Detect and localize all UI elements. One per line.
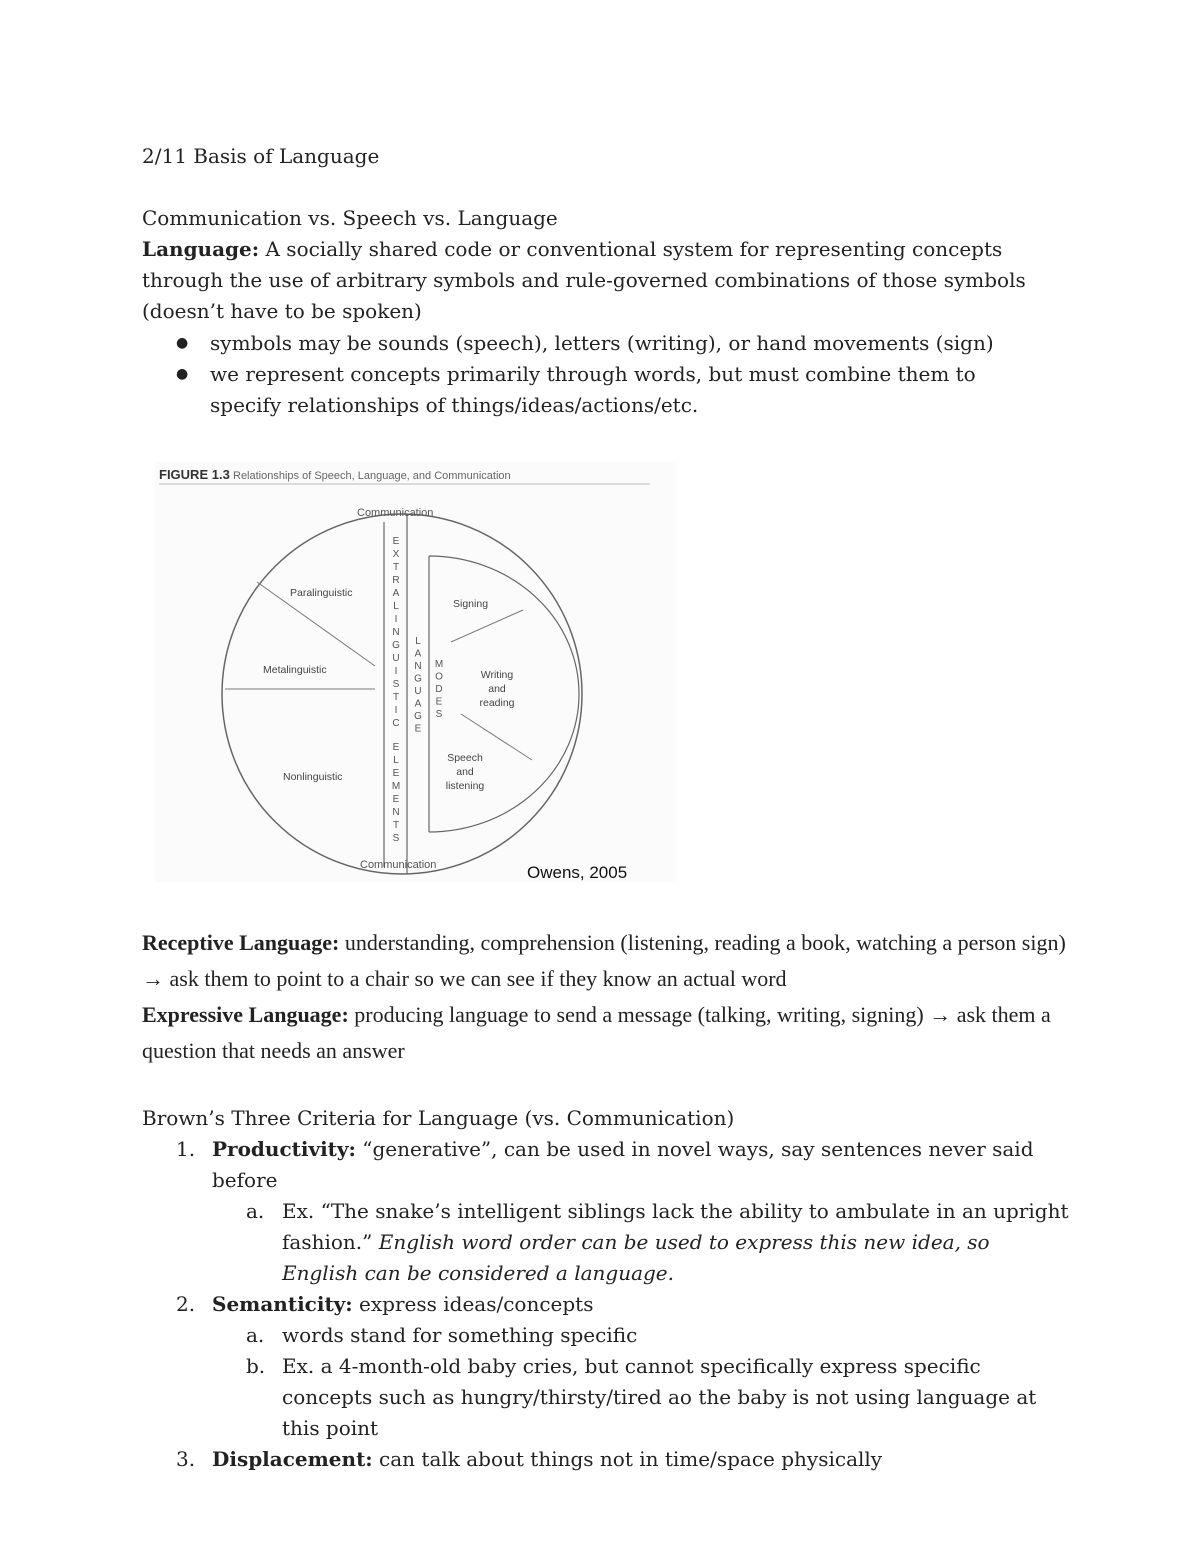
sub-item-letter: b. [246, 1354, 266, 1378]
extralinguistic-letter: A [392, 588, 400, 599]
criteria-item-displacement [142, 1444, 1072, 1475]
modes-letter: M [434, 659, 444, 670]
figure-caption: Relationships of Speech, Language, and Communication [233, 470, 511, 482]
extralinguistic-letter: T [392, 692, 400, 703]
elements-letter: E [392, 742, 400, 753]
sub-item-letter: a. [246, 1199, 265, 1223]
language-letter: G [414, 673, 422, 685]
figure-label: FIGURE 1.3 [159, 467, 230, 482]
elements-letter: N [392, 807, 400, 818]
expressive-language [142, 997, 1072, 1069]
elements-letter: M [391, 781, 401, 792]
extralinguistic-letter: I [394, 705, 398, 716]
modes-letter: O [435, 671, 443, 683]
receptive-language [142, 925, 1072, 997]
speech-label: Speech [447, 752, 483, 764]
elements-letter: E [392, 794, 400, 805]
item-text: “generative”, can be used in novel ways, say sentences never said before [212, 1137, 1034, 1192]
sub-item [142, 1320, 1072, 1351]
relationship-figure [155, 462, 675, 882]
extralinguistic-letter: N [392, 627, 400, 638]
receptive-expressive-block [142, 925, 1072, 1069]
language-vertical-text [414, 636, 422, 735]
elements-letter: L [393, 755, 399, 766]
extralinguistic-vertical-text [392, 536, 400, 729]
item-number: 3. [176, 1447, 196, 1471]
writing-label: Writing [480, 669, 514, 681]
language-bullets [170, 328, 1030, 421]
speech-and-label: and [456, 766, 474, 778]
nonlinguistic-label: Nonlinguistic [283, 771, 343, 783]
extralinguistic-letter: X [392, 549, 400, 560]
extralinguistic-letter: S [392, 679, 400, 690]
criteria-item-productivity [142, 1134, 1072, 1196]
list-item: ● we represent concepts primarily through words, but must combine them to specify relationships of things/ideas/actions/etc. [170, 359, 1030, 421]
item-text: can talk about things not in time/space physically [372, 1447, 883, 1471]
extralinguistic-letter: G [392, 640, 400, 651]
sub-item-italic-text: English word order can be used to express this new idea, so English can be considered a language. [282, 1230, 990, 1285]
bottom-communication-label: Communication [360, 859, 437, 871]
language-definition-text: A socially shared code or conventional system for representing concepts through the use of arbitrary symbols and rule-governed combinations of those symbols (doesn’t have to be spoken) [142, 237, 1026, 323]
language-letter: A [414, 698, 422, 710]
elements-letter: S [392, 833, 400, 844]
language-letter: U [414, 686, 422, 697]
item-term: Displacement: [212, 1447, 373, 1471]
modes-vertical-text [435, 659, 443, 720]
modes-letter: D [435, 684, 443, 695]
item-text: express ideas/concepts [352, 1292, 594, 1316]
figure-background [155, 462, 675, 882]
extralinguistic-letter: E [392, 536, 400, 547]
sub-item-text: words stand for something specific [282, 1323, 638, 1347]
language-letter: A [414, 648, 422, 660]
item-number: 1. [176, 1137, 196, 1161]
extralinguistic-letter: I [394, 614, 398, 625]
section-subheading: Communication vs. Speech vs. Language [142, 206, 558, 230]
writing-and-label: and [488, 683, 506, 695]
extralinguistic-letter: C [392, 718, 400, 729]
language-term: Language: [142, 237, 260, 261]
paralinguistic-label: Paralinguistic [290, 587, 353, 599]
language-letter: E [414, 723, 422, 735]
reading-label: reading [479, 697, 515, 709]
sub-item [142, 1351, 1072, 1444]
modes-letter: E [435, 696, 443, 708]
expressive-term: Expressive Language: [142, 1002, 349, 1027]
top-communication-label: Communication [357, 507, 434, 519]
receptive-text: understanding, comprehension (listening, reading a book, watching a person sign) → ask them to point to a chair so we can see if they know an actual word [142, 930, 1066, 991]
extralinguistic-letter: U [392, 653, 400, 664]
elements-letter: E [392, 768, 400, 779]
sub-item-text: Ex. a 4-month-old baby cries, but cannot specifically express specific concepts such as hungry/thirsty/tired ao the baby is not using language at this point [282, 1354, 1037, 1440]
extralinguistic-letter: T [392, 562, 400, 573]
item-term: Productivity: [212, 1137, 356, 1161]
item-number: 2. [176, 1292, 196, 1316]
sub-item [142, 1196, 1072, 1289]
extralinguistic-letter: I [394, 666, 398, 677]
list-item: ● symbols may be sounds (speech), letters (writing), or hand movements (sign) [170, 328, 1030, 359]
language-letter: G [414, 711, 422, 722]
criteria-item-semanticity [142, 1289, 1072, 1320]
item-term: Semanticity: [212, 1292, 353, 1316]
sub-item-letter: a. [246, 1323, 265, 1347]
signing-label: Signing [453, 598, 489, 610]
extralinguistic-letter: R [392, 575, 400, 586]
extralinguistic-letter: L [393, 601, 399, 612]
sub-item-text: Ex. “The snake’s intelligent siblings lack the ability to ambulate in an upright fashion.” [282, 1199, 1069, 1254]
page-heading: 2/11 Basis of Language [142, 144, 380, 168]
language-definition [142, 234, 1062, 327]
modes-letter: S [435, 709, 443, 720]
criteria-title: Brown’s Three Criteria for Language (vs. Communication) [142, 1106, 735, 1130]
metalinguistic-label: Metalinguistic [263, 664, 327, 676]
criteria-section [142, 1103, 1072, 1475]
expressive-text: producing language to send a message (talking, writing, signing) → ask them a question that needs an answer [142, 1002, 1051, 1063]
language-letter: L [415, 636, 421, 647]
language-letter: N [414, 661, 422, 672]
receptive-term: Receptive Language: [142, 930, 340, 955]
listening-label: listening [445, 780, 485, 792]
figure-citation: Owens, 2005 [527, 863, 628, 882]
elements-letter: T [392, 820, 400, 831]
